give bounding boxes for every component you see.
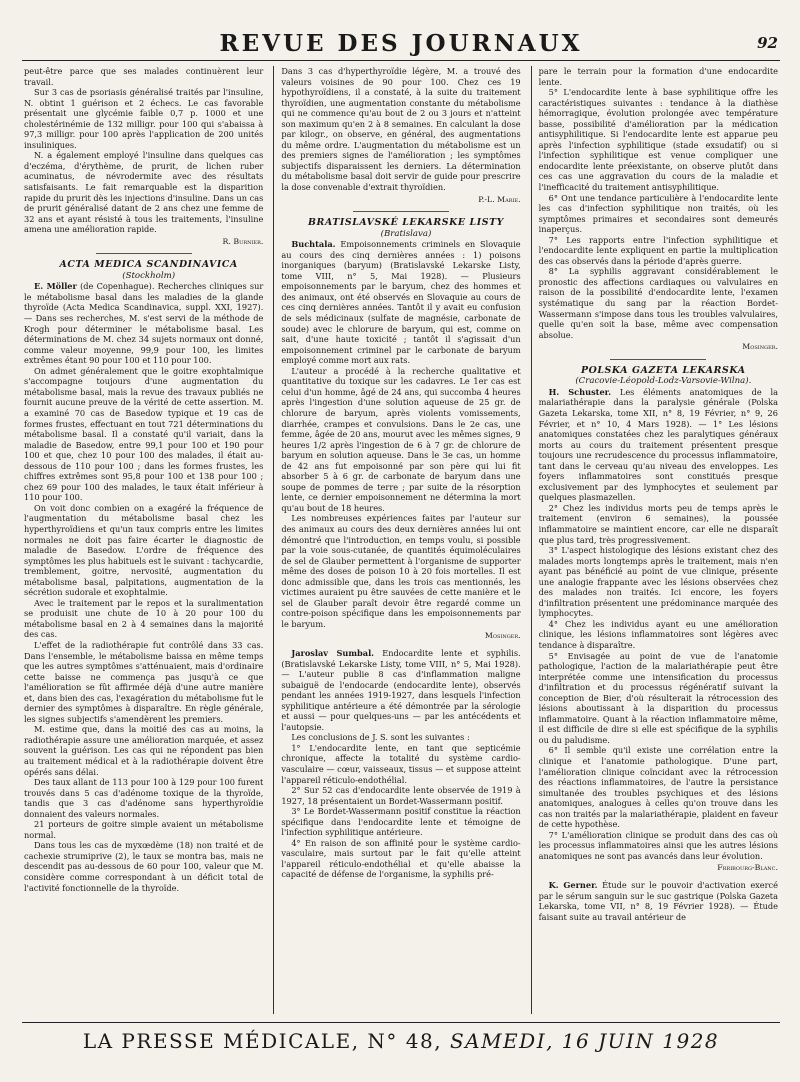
article-entry (24, 281, 263, 365)
article-entry (539, 387, 778, 503)
column-middle (273, 66, 522, 1014)
paragraph: On admet généralement que le goitre exophtalmique s'accompagne toujours d'une augmentation du métabolisme basal, mais la revue des travaux publiés ne fournit aucune preuve de la vérité de cette assertion. M. a examiné 70 cas de Basedow typique et 19 cas de formes frustes, effectuant en tout 721 déterminations du métabolisme basal. Il a constaté qu'il variait, dans la maladie de Basedow, entre 99,1 pour 100 et 190 pour 100 et que, chez 10 pour 100 des malades, il était au-dessous de 110 pour 100 ; dans les formes frustes, les chiffres extrêmes sont 95,8 pour 100 et 138 pour 100 ; chez 69 pour 100 des malades, le taux était inférieur à 110 pour 100. (24, 365, 264, 503)
paragraph: Les conclusions de J. S. sont les suivantes : (291, 732, 470, 743)
page-number: 92 (757, 34, 778, 52)
divider (353, 211, 449, 212)
paragraph: 5° Envisagée au point de vue de l'anatomie pathologique, l'action de la malariathérapie peut être interprétée comme une intensification du processus d'infiltration et du processus régénératif suivant la conception de Bier, d'où résulterait la rétrocession des lésions aboutissant à la disparition du processus inflammatoire. Quant à la réaction inflammatoire même, il est difficile de dire si elle est spécifique de la syphilis ou du paludisme. (538, 650, 778, 745)
author-name: H. Schuster. (548, 386, 612, 397)
page-footer (22, 1022, 780, 1053)
article-entry (281, 239, 520, 366)
article-text: Empoisonnements criminels en Slovaquie au cours des cinq dernières années : 1) poisons inorganiques (baryum) (Bratislavské Lekarske Listy, tome VIII, n° 5, Mai 1928). — Plusieurs empoisonnements par le baryum, chez des hommes et des animaux, ont été observés en Slovaquie au cours de ces cinq dernières années. Tantôt il y avait eu confusion de sels médicinaux (sulfate de magnésie, carbonate de soude) avec le chlorure de baryum, qui est, comme on sait, d'une haute toxicité ; tantôt il s'agissait d'un empoisonnement criminel par le carbonate de baryum employé comme mort aux rats. (281, 239, 521, 366)
signature: R. Burnier. (222, 236, 264, 246)
paragraph: pare le terrain pour la formation d'une endocardite lente. (538, 66, 778, 87)
paragraph: 3° L'aspect histologique des lésions existant chez des malades morts longtemps après le traitement, mais n'en ayant pas bénéficié au point de vue clinique, présente une analogie frappante avec les lésions observées chez des malades non traités. Ici encore, les foyers d'infiltration présentent une prédominance marquée des lymphocytes. (538, 545, 778, 619)
article-text: Les éléments anatomiques de la malariathérapie dans la paralysie générale (Polska Gazeta Lekarska, tome XII, n° 8, 19 Février, n° 9, 26 Février, et n° 10, 4 Mars 1928). — 1° Les lésions anatomiques constatées chez les paralytiques généraux morts au cours du traitement présentent presque toujours une recrudescence du processus inflammatoire, tant dans le cerveau qu'au niveau des enveloppes. Les foyers inflammatoires sont constitués presque exclusivement par des lymphocytes et seulement par quelques plasmazellen. (538, 386, 778, 503)
issue-date: SAMEDI, 16 JUIN 1928 (449, 1029, 720, 1053)
author-name: Buchtala. (291, 239, 336, 250)
paragraph: M. estime que, dans la moitié des cas au moins, la radiothérapie assure une amélioration marquée, et assez souvent la guérison. Les cas qui ne répondent pas bien au traitement médical et à la radiothérapie doivent être opérés sans délai. (24, 724, 264, 777)
paragraph: 4° En raison de son affinité pour le système cardio-vasculaire, mais surtout par le fait qu'elle atteint l'appareil réticulo-endothélial et qu'elle abaisse la capacité de défense de l'organisme, la syphilis pré- (281, 837, 521, 880)
paragraph: 8° La syphilis aggravant considérablement le pronostic des affections cardiaques ou valvulaires en raison de la possibilité d'endocardite lente, l'examen systématique du sang par la réaction Bordet-Wassermann s'impose dans tous les troubles valvulaires, quelle qu'en soit la base, même avec compensation absolue. (538, 266, 778, 340)
paragraph: 7° L'amélioration clinique se produit dans des cas où les processus inflammatoires ainsi que les autres lésions anatomiques ne sont pas avancés dans leur évolution. (538, 829, 778, 861)
paragraph: Dans 3 cas d'hyperthyroïdie légère, M. a trouvé des valeurs voisines de 90 pour 100. Chez ces 19 hypothyroïdiens, il a constaté, à la suite du traitement thyroïdien, une augmentation constante du métabolisme qui ne commence qu'au bout de 2 ou 3 jours et n'atteint son maximum qu'en 2 à 8 semaines. En calculant la dose par kilogr., on observe, en général, des augmentations du même ordre. L'augmentation du métabolisme est un des premiers signes de l'amélioration ; les symptômes subjectifs disparaissent les derniers. La détermination du métabolisme basal doit servir de guide pour prescrire la dose convenable d'extrait thyroïdien. (281, 66, 521, 193)
paragraph: Les nombreuses expériences faites par l'auteur sur des animaux au cours des deux dernières années lui ont démontré que l'introduction, en temps voulu, si possible par la voie sous-cutanée, de quantités équimoléculaires de sel de Glauber permettent à l'organisme de supporter même des doses de poison 10 à 20 fois mortelles. Il est donc admissible que, dans les trois cas mentionnés, les victimes auraient pu être sauvées de cette manière et le sel de Glauber paraît devoir être regardé comme un contre-poison spécifique dans les empoisonnements par le baryum. (281, 513, 521, 629)
paragraph: 2° Chez les individus morts peu de temps après le traitement (environ 6 semaines), la poussée inflammatoire se maintient encore, car elle ne disparaît que plus tard, très progressivement. (538, 502, 778, 545)
paragraph: Des taux allant de 113 pour 100 à 129 pour 100 furent trouvés dans 5 cas d'adénome toxique de la thyroïde, tandis que 3 cas d'adénome sans hyperthyroïdie donnaient des valeurs normales. (24, 777, 264, 819)
article-entry (281, 648, 520, 732)
journal-city: (Cracovie-Léopold-Lodz-Varsovie-Wilna). (575, 376, 752, 387)
paragraph: 6° Ont une tendance particulière à l'endocardite lente les cas d'infection syphilitique non traités, où les symptômes primaires et secondaires sont demeurés inaperçus. (538, 192, 778, 235)
paragraph: 4° Chez les individus ayant eu une amélioration clinique, les lésions inflammatoires sont légères avec tendance à disparaître. (538, 618, 778, 650)
paragraph: peut-être parce que ses malades continuèrent leur travail. (24, 66, 264, 87)
column-left (22, 66, 265, 1014)
signature: Frribourg-Blanc. (717, 863, 778, 873)
paragraph: N. a également employé l'insuline dans quelques cas d'eczéma, d'érythème, de prurit, de lichen ruber acuminatus, de névrodermite avec des résultats satisfaisants. Le fait remarquable est la disparition rapide du prurit dès les injections d'insuline. Dans un cas de prurit généralisé datant de 2 ans chez une femme de 32 ans et ayant résisté à tous les traitements, l'insuline amena une amélioration rapide. (24, 150, 264, 235)
paragraph: Sur 3 cas de psoriasis généralisé traités par l'insuline, N. obtint 1 guérison et 2 échecs. Le cas favorable présentait une glycémie faible 0,7 p. 1000 et une cholestérinémie de 132 milligr. pour 100 qui s'abaissa à 97,3 milligr. pour 100 après l'application de 200 unités insuliniques. (24, 87, 264, 150)
journal-city: (Bratislava) (380, 228, 432, 239)
journal-heading: BRATISLAVSKÉ LEKARSKE LISTY (308, 217, 504, 229)
paragraph: 21 porteurs de goitre simple avaient un métabolisme normal. (24, 819, 264, 840)
page-header (22, 24, 780, 61)
paragraph: Dans tous les cas de myxœdème (18) non traité et de cachexie strumiprive (2), le taux se montra bas, mais ne descendit pas au-dessous de 60 pour 100, valeur que M. considère comme correspondant à un déficit total de l'activité fonctionnelle de la thyroïde. (24, 840, 264, 893)
signature: Mosinger. (484, 631, 521, 641)
journal-city: (Stockholm) (122, 270, 176, 281)
paragraph: Avec le traitement par le repos et la suralimentation se produisit une chute de 10 à 20 pour 100 du métabolisme basal en 2 à 4 semaines dans la majorité des cas. (24, 597, 264, 640)
signature: Mosinger. (742, 342, 778, 352)
author-name: Jaroslav Sumbal. (291, 647, 375, 658)
paragraph: 1° L'endocardite lente, en tant que septicémie chronique, affecte la totalité du système cardio-vasculaire — cœur, vaisseaux, tissus — et suppose atteint l'appareil réticulo-endothélial. (281, 742, 521, 785)
publication-name: LA PRESSE MÉDICALE, (82, 1029, 360, 1053)
article-columns (22, 66, 780, 1014)
column-right (531, 66, 780, 1014)
paragraph: 6° Il semble qu'il existe une corrélation entre la clinique et l'anatomie pathologique. D'une part, l'amélioration clinique coïncidant avec la rétrocession des réactions inflammatoires, de l'autre la persistance simultanée des troubles psychiques et des lésions anatomiques, analogues à celles qu'on trouve dans les cas non traités par la malariathérapie, plaident en faveur de cette hypothèse. (538, 745, 778, 830)
journal-section-title: REVUE DES JOURNAUX (219, 30, 583, 57)
article-text: (de Copenhague). Recherches cliniques sur le métabolisme basal dans les maladies de la glande thyroïde (Acta Medica Scandinavica, suppl. XXI, 1927). — Dans ses recherches, M. s'est servi de la méthode de Krogh pour déterminer le métabolisme basal. Les déterminations de M. chez 34 sujets normaux ont donné, comme valeur moyenne, 99,9 pour 100, les limites extrêmes étant 90 pour 100 et 110 pour 100. (24, 281, 264, 366)
article-text: Endocardite lente et syphilis. (Bratislavské Lekarske Listy, tome VIII, n° 5, Mai 1928). — L'auteur publie 8 cas d'inflammation maligne subaiguë de l'endocarde (endocardite lente), observés pendant les années 1919-1927, dans lesquels l'infection syphilitique antérieure a été démontrée par la sérologie et aussi — pour quelques-uns — par les antécédents et l'autopsie. (281, 647, 521, 732)
divider (610, 359, 706, 360)
paragraph: 5° L'endocardite lente à base syphilitique offre les caractéristiques suivantes : tendance à la diathèse hémorragique, évolution prolongée avec température basse, possibilité d'amélioration par la médication antisyphilitique. Si l'endocardite lente est apparue peu après l'infection syphilitique (stade exsudatif) ou si l'infection syphilitique est venue compliquer une endocardite lente préexistante, on observe plutôt dans ces cas une aggravation du cours de la maladie et l'inefficacité du traitement antisyphilitique. (538, 87, 778, 193)
footer-masthead (22, 1029, 780, 1053)
paragraph: 2° Sur 52 cas d'endocardite lente observée de 1919 à 1927, 18 présentaient un Bordet-Wassermann positif. (281, 785, 521, 806)
paragraph: On voit donc combien on a exagéré la fréquence de l'augmentation du métabolisme basal chez les hyperthyroïdiens et qu'un taux compris entre les limites normales ne doit pas faire écarter le diagnostic de maladie de Basedow. L'ordre de fréquence des symptômes les plus habituels est le suivant : tachycardie, tremblement, goitre, nervosité, augmentation du métabolisme basal, palpitations, augmentation de la sécrétion sudorale et exophtalmie. (24, 502, 264, 598)
paragraph: 7° Les rapports entre l'infection syphilitique et l'endocardite lente expliquent en partie la multiplication des cas observés dans la période d'après guerre. (538, 234, 778, 266)
article-text: Étude sur le pouvoir d'activation exercé par le sérum sanguin sur le suc gastrique (Polska Gazeta Lekarska, tome VII, n° 8, 19 Février 1928). — Étude faisant suite au travail antérieur de (538, 880, 778, 922)
paragraph: 3° Le Bordet-Wassermann positif constitue la réaction spécifique dans l'endocardite lente et témoigne de l'infection syphilitique antérieure. (281, 806, 521, 838)
paragraph: L'auteur a procédé à la recherche qualitative et quantitative du toxique sur les cadavres. Le 1er cas est celui d'un homme, âgé de 24 ans, qui succomba 4 heures après l'ingestion d'une solution aqueuse de 25 gr. de chlorure de baryum, après violents vomissements, diarrhée, crampes et convulsions. Dans le 2e cas, une femme, âgée de 20 ans, mourut avec les mêmes signes, 9 heures 1/2 après l'ingestion de 6 à 7 gr. de chlorure de baryum en solution aqueuse. Dans le 3e cas, un homme de 42 ans fut empoisonné par son père qui lui fit absorber 5 à 6 gr. de carbonate de baryum dans une soupe de pommes de terre ; par suite de la résorption lente, ce dernier empoisonnement ne détermina la mort qu'au bout de 18 heures. (281, 365, 521, 513)
author-name: E. Möller (34, 281, 77, 292)
journal-heading: POLSKA GAZETA LEKARSKA (580, 364, 746, 376)
paragraph: L'effet de la radiothérapie fut contrôlé dans 33 cas. Dans l'ensemble, le métabolisme baissa en même temps que les autres symptômes s'atténuaient, mais d'ordinaire cette baisse ne commença pas jusqu'à ce que l'amélioration se fût affirmée déjà d'une autre manière et, dans bien des cas, l'exagération du métabolisme fut le dernier des symptômes à disparaître. En règle générale, les signes subjectifs s'amendèrent les premiers. (24, 639, 264, 724)
issue-number: N° 48, (367, 1029, 443, 1053)
divider (96, 253, 192, 254)
article-entry (539, 880, 778, 922)
signature: P.-L. Marie. (478, 194, 521, 204)
author-name: K. Gerner. (548, 880, 598, 891)
journal-heading: ACTA MEDICA SCANDINAVICA (59, 259, 238, 271)
